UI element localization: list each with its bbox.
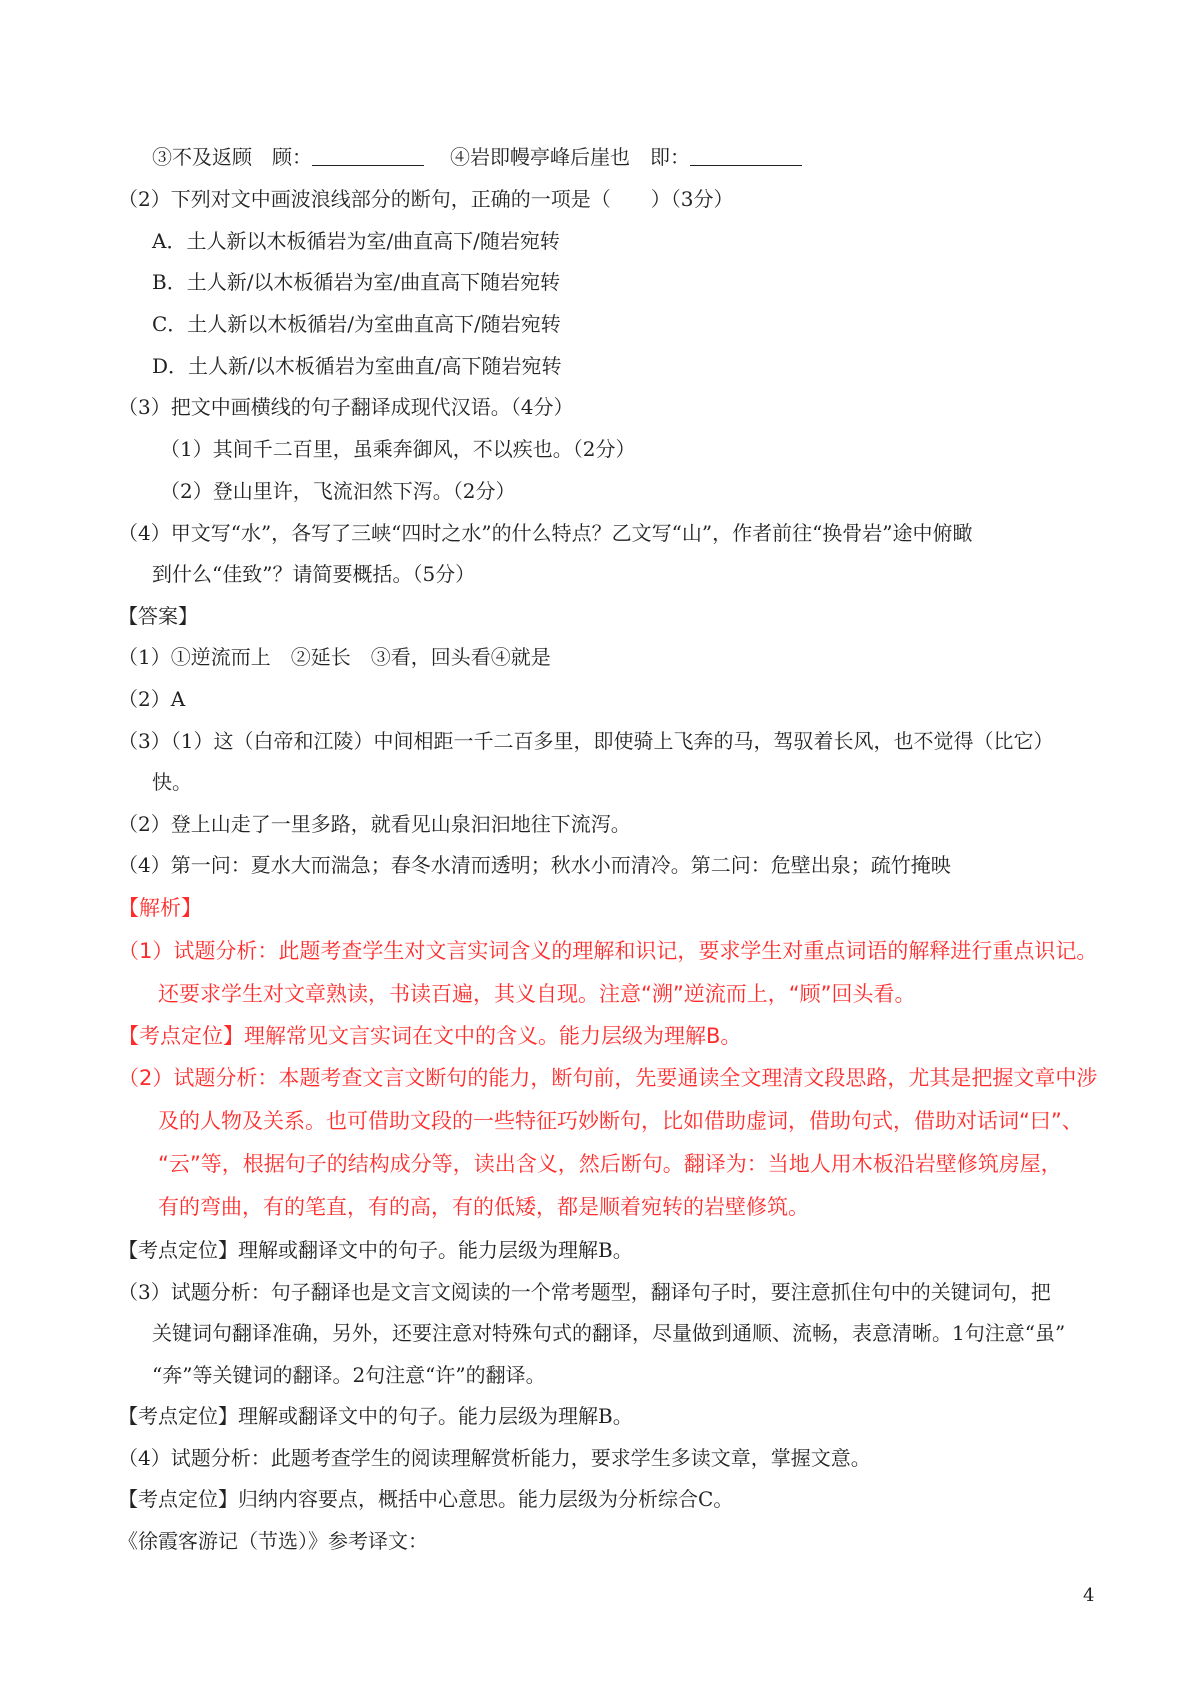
answer-heading: 【答案】: [118, 604, 198, 628]
q3-sub1: （1）其间千二百里，虽乘奔御风，不以疾也。（2分）: [160, 437, 636, 461]
analysis-3-kaodian: 【考点定位】理解或翻译文中的句子。能力层级为理解B。: [118, 1404, 633, 1428]
q2-option-d: D．土人新/以木板循岩为室曲直/高下随岩宛转: [152, 354, 562, 378]
q2-option-a: A．土人新以木板循岩为室/曲直高下/随岩宛转: [152, 229, 560, 253]
q1-item4-blank: [690, 147, 802, 166]
answer-1: （1）①逆流而上 ②延长 ③看，回头看④就是: [118, 645, 551, 669]
q4-line2: 到什么“佳致”？请简要概括。（5分）: [152, 562, 476, 586]
answer-3-line1: （3）（1）这（白帝和江陵）中间相距一千二百多里，即使骑上飞奔的马，驾驭着长风，也不觉得（比它）: [118, 729, 1054, 753]
q3-stem: （3）把文中画横线的句子翻译成现代汉语。（4分）: [118, 395, 574, 419]
analysis-2-line2: 及的人物及关系。也可借助文段的一些特征巧妙断句，比如借助虚词，借助句式，借助对话词“曰”、: [158, 1109, 1083, 1133]
analysis-2-line3: “云”等，根据句子的结构成分等，读出含义，然后断句。翻译为：当地人用木板沿岩壁修筑房屋，: [158, 1152, 1062, 1176]
q1-item3-label: ③不及返顾 顾：: [152, 145, 312, 169]
q1-item3-blank: [312, 147, 424, 166]
page-number: 4: [1083, 1585, 1095, 1606]
q2-option-c: C．土人新以木板循岩/为室曲直高下/随岩宛转: [152, 312, 561, 336]
analysis-4-kaodian: 【考点定位】归纳内容要点，概括中心意思。能力层级为分析综合C。: [118, 1487, 734, 1511]
analysis-1-line1: （1）试题分析：此题考查学生对文言实词含义的理解和识记，要求学生对重点词语的解释进行重点识记。: [118, 939, 1098, 963]
analysis-3-line3: “奔”等关键词的翻译。2句注意“许”的翻译。: [152, 1363, 546, 1387]
analysis-2-kaodian: 【考点定位】理解或翻译文中的句子。能力层级为理解B。: [118, 1238, 633, 1262]
answer-3-sub2: （2）登上山走了一里多路，就看见山泉汩汩地往下流泻。: [118, 812, 631, 836]
analysis-2-line4: 有的弯曲，有的笔直，有的高，有的低矮，都是顺着宛转的岩壁修筑。: [158, 1195, 809, 1219]
answer-4: （4）第一问：夏水大而湍急；春冬水清而透明；秋水小而清冷。第二问：危壁出泉；疏竹掩映: [118, 853, 951, 877]
analysis-1-line2: 还要求学生对文章熟读，书读百遍，其义自现。注意“溯”逆流而上，“顾”回头看。: [158, 982, 916, 1006]
q4-line1: （4）甲文写“水”，各写了三峡“四时之水”的什么特点？乙文写“山”，作者前往“换骨岩”途中俯瞰: [118, 521, 973, 545]
analysis-heading: 【解析】: [118, 896, 202, 920]
analysis-3-line1: （3）试题分析：句子翻译也是文言文阅读的一个常考题型，翻译句子时，要注意抓住句中的关键词句，把: [118, 1280, 1051, 1304]
q3-sub2: （2）登山里许，飞流汩然下泻。（2分）: [160, 479, 516, 503]
q1-item4-label: ④岩即幔亭峰后崖也 即：: [450, 145, 690, 169]
analysis-2-line1: （2）试题分析：本题考查文言文断句的能力，断句前，先要通读全文理清文段思路，尤其是把握文章中涉: [118, 1066, 1098, 1090]
answer-2: （2）A: [118, 687, 186, 711]
analysis-3-line2: 关键词句翻译准确，另外，还要注意对特殊句式的翻译，尽量做到通顺、流畅，表意清晰。1句注意“虽”: [152, 1321, 1066, 1345]
analysis-1-kaodian: 【考点定位】理解常见文言实词在文中的含义。能力层级为理解B。: [118, 1024, 742, 1048]
q1-items-3-4: [152, 143, 802, 171]
analysis-4-line1: （4）试题分析：此题考查学生的阅读理解赏析能力，要求学生多读文章，掌握文意。: [118, 1446, 871, 1470]
answer-3-line2: 快。: [152, 770, 192, 794]
q2-option-b: B．土人新/以木板循岩为室/曲直高下随岩宛转: [152, 270, 561, 294]
q2-stem: （2）下列对文中画波浪线部分的断句，正确的一项是（ ）（3分）: [118, 187, 734, 211]
translation-heading: 《徐霞客游记（节选）》参考译文：: [118, 1529, 428, 1553]
